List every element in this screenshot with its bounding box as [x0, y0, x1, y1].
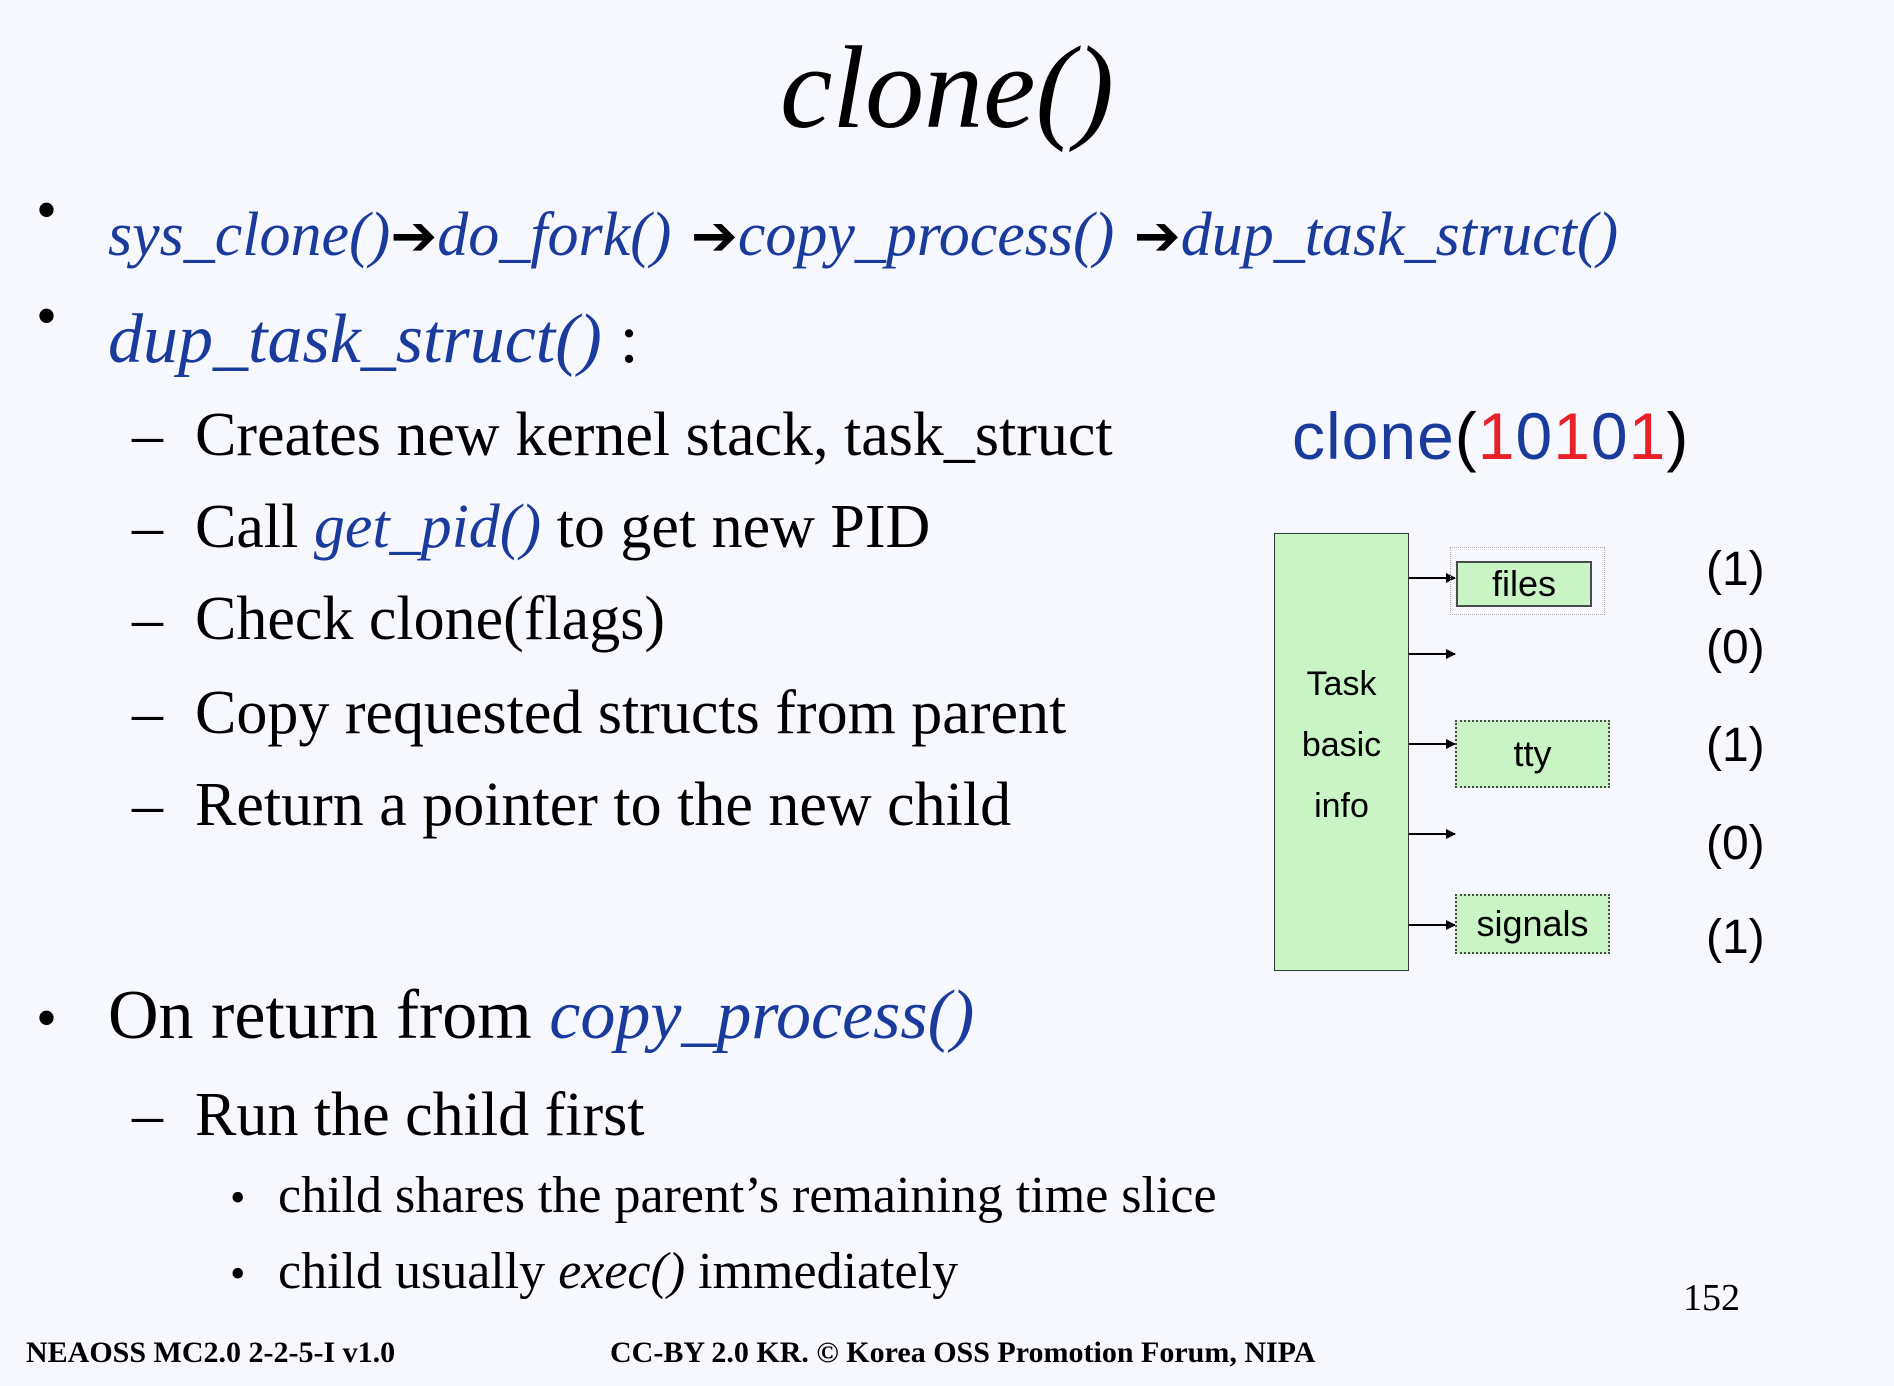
- footer-license: CC-BY 2.0 KR. © Korea OSS Promotion Forum, NIPA: [610, 1336, 1316, 1369]
- flag-files: (1): [1706, 543, 1765, 596]
- fn-copy-process: copy_process(): [737, 201, 1115, 269]
- fn-copy-process-return: copy_process(): [549, 977, 975, 1054]
- clone-fn-name: clone: [1292, 399, 1455, 473]
- subsub-exec-immediately: [278, 1242, 958, 1301]
- arrow-right-icon: ➔: [390, 204, 438, 269]
- clone-flag-digit: 1: [1553, 399, 1591, 473]
- clone-flag-digit: 0: [1515, 399, 1554, 473]
- page-number: 152: [1683, 1277, 1740, 1319]
- subitem-copy-structs: Copy requested structs from parent: [195, 679, 1067, 747]
- subitem-return-pointer: Return a pointer to the new child: [195, 771, 1012, 839]
- dash-marker: –: [132, 585, 163, 653]
- clone-flags-call: [1292, 398, 1689, 474]
- bullet-marker: •: [36, 985, 58, 1051]
- subsub-shares-time-slice: child shares the parent’s remaining time slice: [278, 1167, 1217, 1224]
- clone-open-paren: (: [1454, 399, 1478, 473]
- subitem-check-flags: Check clone(flags): [195, 585, 665, 653]
- arrow-right-icon: ➔: [671, 204, 738, 269]
- call-chain: [108, 200, 1618, 271]
- flag-empty-2: (0): [1706, 817, 1765, 870]
- subitem-creates-stack: Creates new kernel stack, task_struct: [195, 401, 1113, 469]
- arrow-right-icon: ➔: [1114, 204, 1181, 269]
- dash-marker: –: [132, 401, 163, 469]
- bullet-marker: •: [36, 177, 58, 243]
- colon: :: [601, 301, 639, 378]
- bullet-dup-task-struct: [108, 300, 639, 380]
- flag-empty-1: (0): [1706, 621, 1765, 674]
- task-box-label-task: Task: [1306, 665, 1377, 703]
- dash-marker: –: [132, 493, 163, 561]
- bullet-marker-small: •: [230, 1173, 246, 1222]
- fn-sys-clone: sys_clone(): [108, 201, 391, 269]
- files-box: files: [1456, 561, 1592, 607]
- signals-box: signals: [1455, 894, 1610, 954]
- subitem-call-get-pid: [195, 492, 930, 563]
- dash-marker: –: [132, 1081, 163, 1149]
- flag-signals: (1): [1706, 911, 1765, 964]
- fn-dup-task-struct: dup_task_struct(): [1180, 201, 1619, 269]
- clone-close-paren: ): [1666, 399, 1690, 473]
- fn-dup-task-struct-heading: dup_task_struct(): [108, 301, 602, 378]
- text-immediately: immediately: [685, 1243, 959, 1300]
- clone-flag-digit: 1: [1628, 399, 1667, 473]
- fn-get-pid: get_pid(): [313, 493, 542, 561]
- dash-marker: –: [132, 679, 163, 747]
- bullet-on-return: [108, 976, 974, 1056]
- slide-title: clone(): [779, 22, 1115, 153]
- bullet-marker-small: •: [230, 1249, 246, 1298]
- tty-box: tty: [1455, 720, 1610, 788]
- task-box-label-basic: basic: [1301, 726, 1382, 764]
- text-call: Call: [195, 493, 314, 561]
- text-child-usually: child usually: [278, 1243, 559, 1300]
- subitem-run-child-first: Run the child first: [195, 1081, 645, 1149]
- fn-do-fork: do_fork(): [437, 201, 672, 269]
- footer-course-id: NEAOSS MC2.0 2-2-5-I v1.0: [26, 1336, 396, 1369]
- dash-marker: –: [132, 771, 163, 839]
- clone-flag-digit: 0: [1590, 399, 1629, 473]
- bullet-marker: •: [36, 283, 58, 349]
- clone-flag-digit: 1: [1477, 399, 1516, 473]
- text-get-new-pid: to get new PID: [541, 493, 931, 561]
- fn-exec: exec(): [558, 1243, 686, 1300]
- text-on-return-from: On return from: [108, 977, 550, 1054]
- task-box-label-info: info: [1314, 787, 1369, 825]
- flag-tty: (1): [1706, 719, 1765, 772]
